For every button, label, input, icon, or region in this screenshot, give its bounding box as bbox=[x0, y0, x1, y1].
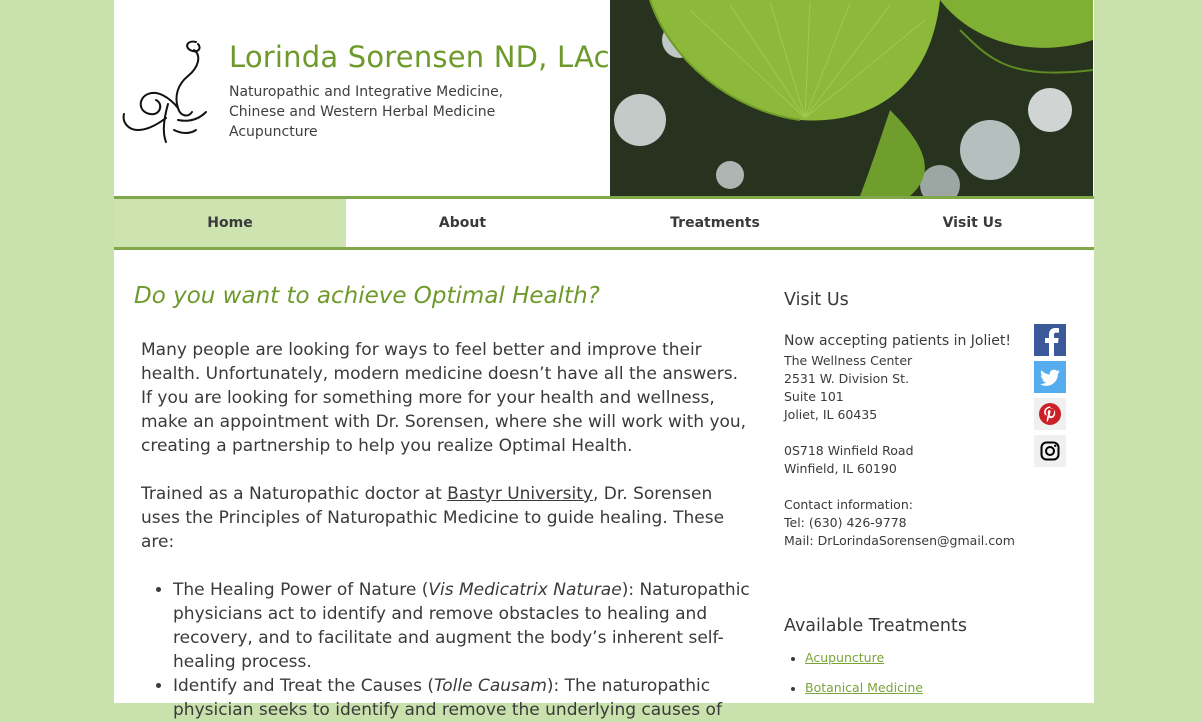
logo-icon bbox=[118, 38, 210, 146]
list-item bbox=[173, 674, 751, 722]
accepting-patients-text: Now accepting patients in Joliet! bbox=[784, 333, 1011, 349]
training-paragraph bbox=[141, 482, 751, 554]
address-line: 2531 W. Division St. bbox=[784, 371, 909, 386]
address-line: Winfield, IL 60190 bbox=[784, 461, 897, 476]
principle-text: ): Naturopathic physicians act to identify and remove obstacles to healing and recovery, and to facilitate and augment the body’s inherent self-healing process. bbox=[173, 580, 750, 672]
principle-text: ): The naturopathic physician seeks to identify and remove the underlying causes of bbox=[173, 676, 722, 720]
address-line: The Wellness Center bbox=[784, 353, 913, 368]
address-line bbox=[784, 424, 1015, 442]
address-line: Suite 101 bbox=[784, 389, 844, 404]
visit-us-heading: Visit Us bbox=[784, 290, 849, 310]
main-nav bbox=[114, 196, 1094, 250]
address-line bbox=[784, 478, 1015, 496]
bastyr-university-link[interactable]: Bastyr University bbox=[447, 484, 593, 504]
main-content bbox=[141, 338, 751, 722]
treatment-link-acupuncture[interactable]: Acupuncture bbox=[805, 650, 885, 665]
principle-latin: Vis Medicatrix Naturae bbox=[428, 580, 622, 600]
pinterest-icon[interactable] bbox=[1034, 398, 1066, 430]
principle-text: Identify and Treat the Causes ( bbox=[173, 676, 434, 696]
address-line: Joliet, IL 60435 bbox=[784, 407, 878, 422]
available-treatments-heading: Available Treatments bbox=[784, 616, 967, 636]
email-line: Mail: DrLorindaSorensen@gmail.com bbox=[784, 533, 1015, 548]
tagline-line: Chinese and Western Herbal Medicine bbox=[229, 104, 496, 120]
list-item bbox=[173, 578, 751, 674]
training-text: Trained as a Naturopathic doctor at bbox=[141, 484, 448, 504]
principle-latin: Tolle Causam bbox=[434, 676, 547, 696]
ginkgo-leaf-image bbox=[610, 0, 1093, 196]
address-line: 0S718 Winfield Road bbox=[784, 443, 914, 458]
tagline-line: Naturopathic and Integrative Medicine, bbox=[229, 84, 504, 100]
nav-item-treatments[interactable]: Treatments bbox=[670, 215, 760, 231]
nav-item-home[interactable]: Home bbox=[114, 199, 346, 247]
sidebar bbox=[784, 290, 1074, 695]
training-text: , Dr. Sorensen uses the Principles of Naturopathic Medicine to guide healing. These are: bbox=[141, 484, 725, 552]
social-bar bbox=[1034, 324, 1066, 472]
principle-text: The Healing Power of Nature ( bbox=[173, 580, 429, 600]
treatment-link-botanical-medicine[interactable]: Botanical Medicine bbox=[805, 680, 923, 695]
hero-image bbox=[610, 0, 1093, 196]
principles-list bbox=[141, 578, 751, 722]
nav-item-about[interactable]: About bbox=[438, 215, 487, 231]
instagram-icon[interactable] bbox=[1034, 435, 1066, 467]
site-tagline bbox=[229, 82, 503, 142]
intro-paragraph: Many people are looking for ways to feel better and improve their health. Unfortunately, modern medicine doesn’t have all the answers. If you are looking for something more for your health and wellness, make an appointment with Dr. Sorensen, where she will work with you, creating a partnership to help you realize Optimal Health. bbox=[141, 340, 747, 456]
address-block bbox=[784, 352, 1015, 550]
tagline-line: Acupuncture bbox=[229, 124, 318, 140]
list-item bbox=[784, 650, 923, 680]
list-item bbox=[784, 680, 923, 710]
treatments-list bbox=[784, 650, 923, 710]
phone-line: Tel: (630) 426-9778 bbox=[784, 515, 907, 530]
page-headline: Do you want to achieve Optimal Health? bbox=[134, 283, 600, 309]
address-line: Contact information: bbox=[784, 497, 913, 512]
page-container bbox=[114, 0, 1094, 720]
twitter-icon[interactable] bbox=[1034, 361, 1066, 393]
facebook-icon[interactable] bbox=[1034, 324, 1066, 356]
nav-item-visit-us[interactable]: Visit Us bbox=[942, 215, 1003, 231]
site-title: Lorinda Sorensen ND, LAc bbox=[229, 40, 610, 74]
